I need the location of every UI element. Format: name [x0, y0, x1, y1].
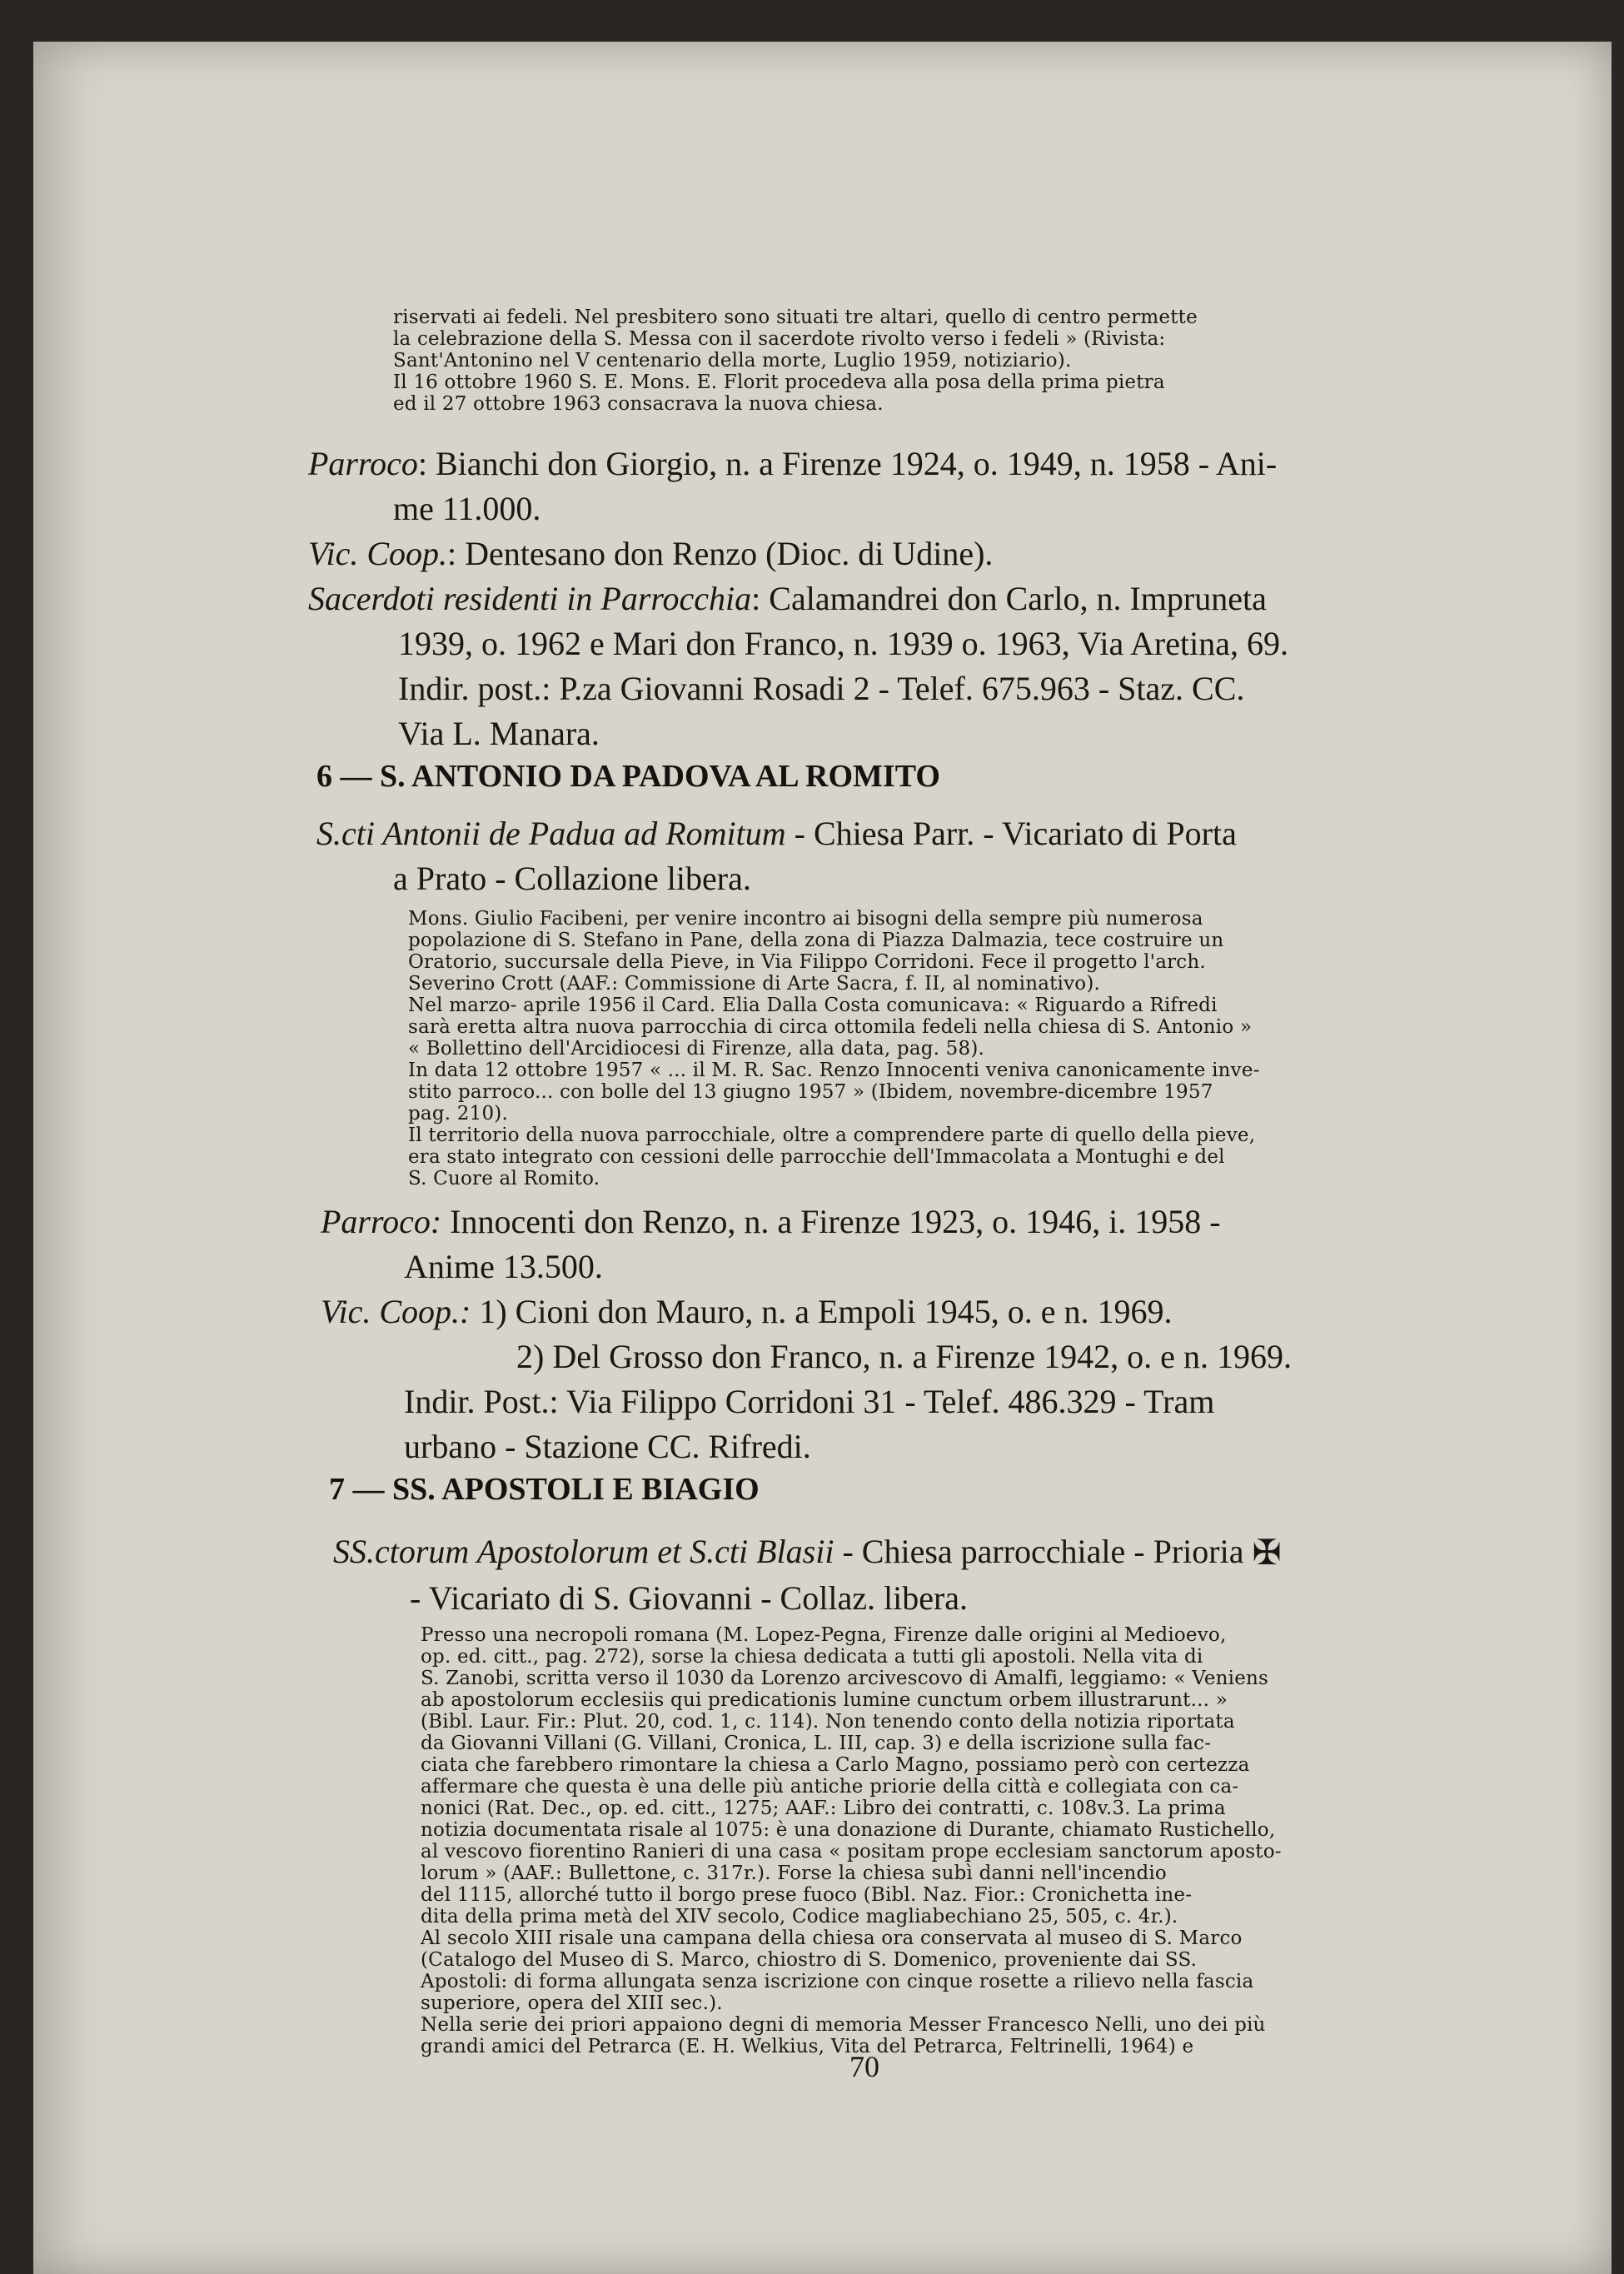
vic-text: Dentesano don Renzo (Dioc. di Udine). — [465, 535, 994, 572]
note-line: op. ed. citt., pag. 272), sorse la chiesa dedicata a tutti gli apostoli. Nella vita di — [421, 1646, 1203, 1668]
note-line: Il 16 ottobre 1960 S. E. Mons. E. Florit procedeva alla posa della prima pietra — [393, 372, 1165, 393]
church-desc: - Chiesa parrocchiale - Prioria — [834, 1533, 1244, 1570]
note-line: popolazione di S. Stefano in Pane, della zona di Piazza Dalmazia, tece costruire un — [408, 930, 1224, 951]
parroco-label: Parroco: — [321, 1203, 442, 1240]
indirizzo-cont: Via L. Manara. — [398, 715, 600, 752]
indirizzo-line: Indir. post.: P.za Giovanni Rosadi 2 - Telef. 675.963 - Staz. CC. — [398, 670, 1245, 707]
parroco-line: Parroco: Bianchi don Giorgio, n. a Firenze 1924, o. 1949, n. 1958 - Ani- — [308, 445, 1278, 482]
church-desc: - Chiesa Parr. - Vicariato di Porta — [785, 815, 1237, 852]
latin-name: S.cti Antonii de Padua ad Romitum — [316, 815, 786, 852]
note-line: S. Cuore al Romito. — [408, 1168, 600, 1189]
note-line: sarà eretta altra nuova parrocchia di circa ottomila fedeli nella chiesa di S. Antonio » — [408, 1016, 1253, 1038]
parroco-label: Parroco — [308, 445, 418, 482]
note-line: Nella serie dei priori appaiono degni di memoria Messer Francesco Nelli, uno dei più — [421, 2014, 1266, 2036]
note-line: Mons. Giulio Facibeni, per venire incontro ai bisogni della sempre più numerosa — [408, 908, 1203, 930]
sacerdoti-cont: 1939, o. 1962 e Mari don Franco, n. 1939 o. 1963, Via Aretina, 69. — [398, 625, 1288, 662]
note-line: riservati ai fedeli. Nel presbitero sono situati tre altari, quello di centro permette — [393, 307, 1198, 328]
sacerdoti-line: Sacerdoti residenti in Parrocchia: Calamandrei don Carlo, n. Impruneta — [308, 580, 1267, 617]
note-line: Il territorio della nuova parrocchiale, oltre a comprendere parte di quello della pieve, — [408, 1125, 1256, 1146]
note-line: del 1115, allorché tutto il borgo prese fuoco (Bibl. Naz. Fior.: Cronichetta ine- — [421, 1884, 1193, 1906]
note-line: Severino Crott (AAF.: Commissione di Arte Sacra, f. II, al nominativo). — [408, 973, 1101, 995]
vic-line: Vic. Coop.: Dentesano don Renzo (Dioc. di Udine). — [308, 535, 994, 572]
sacerdoti-label: Sacerdoti residenti in Parrocchia — [308, 580, 752, 617]
note-line: Oratorio, succursale della Pieve, in Via Filippo Corridoni. Fece il progetto l'arch. — [408, 951, 1206, 973]
parroco-text: Innocenti don Renzo, n. a Firenze 1923, o. 1946, i. 1958 - — [441, 1203, 1221, 1240]
section-7-note — [421, 1624, 1416, 2057]
prev-entry — [308, 441, 1399, 756]
note-line: pag. 210). — [408, 1103, 508, 1125]
note-line: ab apostolorum ecclesiis qui predicationis lumine cunctum orbem illustrarunt... » — [421, 1689, 1228, 1711]
section-6-details — [321, 1199, 1412, 1469]
indirizzo-line: Indir. Post.: Via Filippo Corridoni 31 - Telef. 486.329 - Tram — [404, 1383, 1215, 1420]
vic-text-1: 1) Cioni don Mauro, n. a Empoli 1945, o. e n. 1969. — [471, 1293, 1173, 1330]
vic-label: Vic. Coop.: — [321, 1293, 471, 1330]
page-number: 70 — [849, 2050, 879, 2083]
note-line: (Catalogo del Museo di S. Marco, chiostro di S. Domenico, proveniente dai SS. — [421, 1949, 1198, 1971]
note-line: In data 12 ottobre 1957 « ... il M. R. Sac. Renzo Innocenti veniva canonicamente inve- — [408, 1060, 1260, 1081]
note-line: dita della prima metà del XIV secolo, Codice magliabechiano 25, 505, c. 4r.). — [421, 1906, 1178, 1927]
parroco-cont: me 11.000. — [393, 490, 541, 527]
cross-icon: ✠ — [1252, 1534, 1282, 1573]
intro-note — [393, 307, 1384, 415]
note-line: « Bollettino dell'Arcidiocesi di Firenze, alla data, pag. 58). — [408, 1038, 985, 1060]
section-6-title — [316, 811, 1407, 901]
note-line: al vescovo fiorentino Ranieri di una casa « positam prope ecclesiam sanctorum aposto- — [421, 1841, 1282, 1863]
note-line: Nel marzo- aprile 1956 il Card. Elia Dalla Costa comunicava: « Riguardo a Rifredi — [408, 995, 1218, 1016]
note-line: Al secolo XIII risale una campana della chiesa ora conservata al museo di S. Marco — [421, 1927, 1243, 1949]
vic-text-2: 2) Del Grosso don Franco, n. a Firenze 1942, o. e n. 1969. — [516, 1338, 1292, 1375]
latin-name: SS.ctorum Apostolorum et S.cti Blasii — [333, 1533, 834, 1570]
note-line: lorum » (AAF.: Bullettone, c. 317r.). Forse la chiesa subì danni nell'incendio — [421, 1863, 1167, 1884]
parroco-cont: Anime 13.500. — [404, 1248, 603, 1285]
section-6-note — [408, 908, 1407, 1189]
section-7-heading: 7 — SS. APOSTOLI E BIAGIO — [329, 1472, 760, 1507]
note-line: era stato integrato con cessioni delle parrocchie dell'Immacolata a Montughi e del — [408, 1146, 1225, 1168]
note-line: nonici (Rat. Dec., op. ed. citt., 1275; AAF.: Libro dei contratti, c. 108v.3. La prima — [421, 1798, 1226, 1819]
section-6-heading: 6 — S. ANTONIO DA PADOVA AL ROMITO — [316, 759, 940, 794]
note-line: ed il 27 ottobre 1963 consacrava la nuova chiesa. — [393, 393, 884, 415]
note-line: notizia documentata risale al 1075: è una donazione di Durante, chiamato Rustichello, — [421, 1819, 1276, 1841]
church-desc-cont: - Vicariato di S. Giovanni - Collaz. libera. — [410, 1579, 969, 1617]
note-line: ciata che farebbero rimontare la chiesa a Carlo Magno, possiamo però con certezza — [421, 1754, 1250, 1776]
book-page — [33, 42, 1612, 2274]
page-content — [33, 42, 1612, 2274]
vic-label: Vic. Coop. — [308, 535, 448, 572]
note-line: da Giovanni Villani (G. Villani, Cronica, L. III, cap. 3) e della iscrizione sulla fac- — [421, 1733, 1212, 1754]
note-line: affermare che questa è una delle più antiche priorie della città e collegiata con ca- — [421, 1776, 1239, 1798]
note-line: S. Zanobi, scritta verso il 1030 da Lorenzo arcivescovo di Amalfi, leggiamo: « Veniens — [421, 1668, 1269, 1689]
note-line: Presso una necropoli romana (M. Lopez-Pegna, Firenze dalle origini al Medioevo, — [421, 1624, 1227, 1646]
section-7-title — [333, 1529, 1424, 1621]
note-line: superiore, opera del XIII sec.). — [421, 1992, 723, 2014]
indirizzo-cont: urbano - Stazione CC. Rifredi. — [404, 1428, 811, 1465]
parroco-text: Bianchi don Giorgio, n. a Firenze 1924, o. 1949, n. 1958 - Ani- — [435, 445, 1278, 482]
church-desc-cont: a Prato - Collazione libera. — [393, 860, 751, 897]
note-line: Sant'Antonino nel V centenario della morte, Luglio 1959, notiziario). — [393, 350, 1072, 372]
sacerdoti-text: Calamandrei don Carlo, n. Impruneta — [769, 580, 1267, 617]
note-line: grandi amici del Petrarca (E. H. Welkius, Vita del Petrarca, Feltrinelli, 1964) e — [421, 2036, 1194, 2057]
note-line: stito parroco... con bolle del 13 giugno 1957 » (Ibidem, novembre-dicembre 1957 — [408, 1081, 1213, 1103]
note-line: (Bibl. Laur. Fir.: Plut. 20, cod. 1, c. 114). Non tenendo conto della notizia riportata — [421, 1711, 1235, 1733]
note-line: la celebrazione della S. Messa con il sacerdote rivolto verso i fedeli » (Rivista: — [393, 328, 1166, 350]
note-line: Apostoli: di forma allungata senza iscrizione con cinque rosette a rilievo nella fascia — [421, 1971, 1254, 1992]
